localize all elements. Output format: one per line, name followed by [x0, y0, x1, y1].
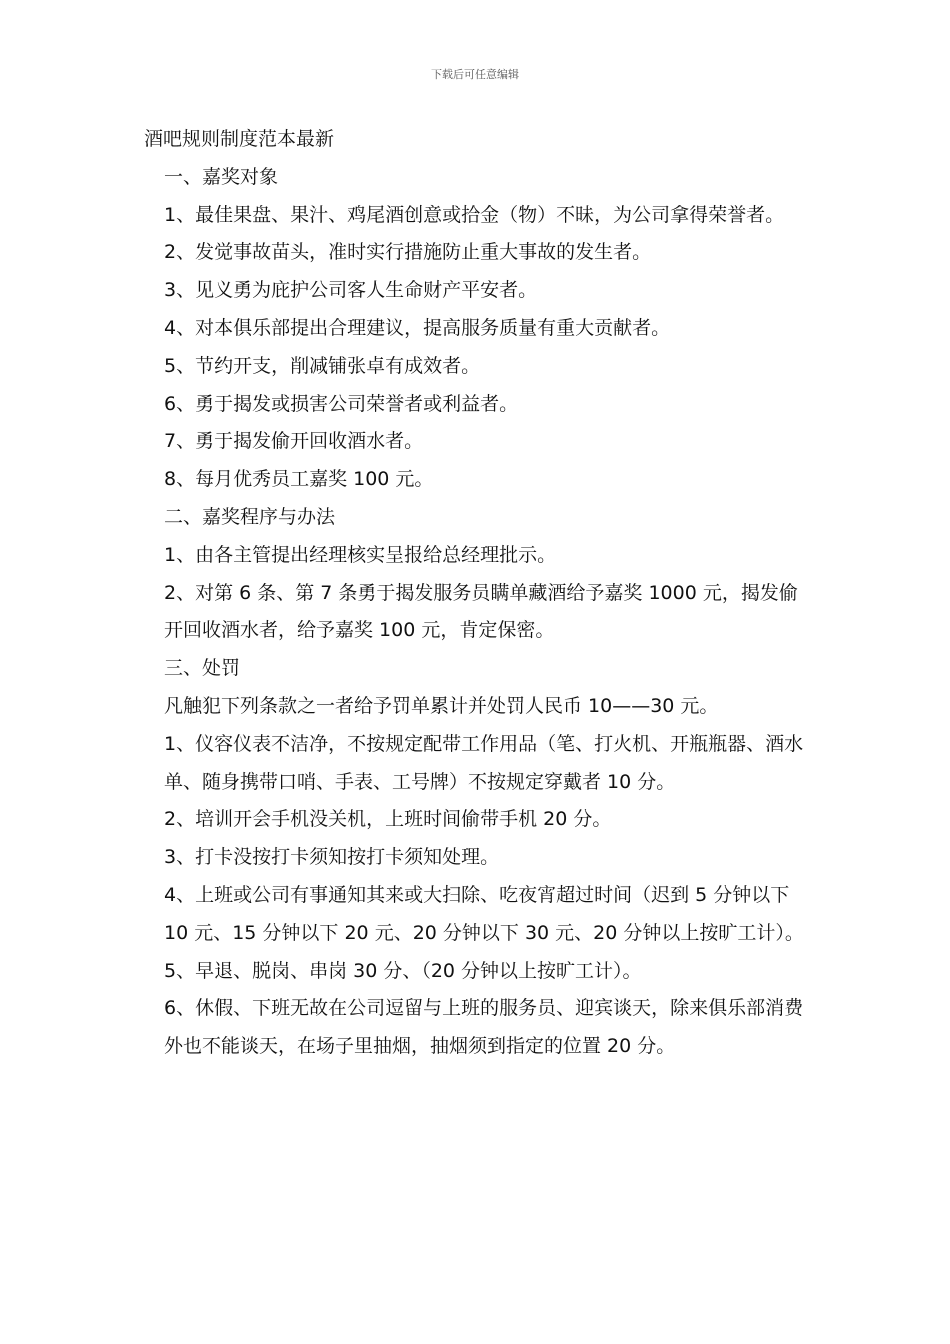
award-item-5: 5、节约开支，削减铺张卓有成效者。: [164, 354, 481, 377]
penalty-item-1: 1、仪容仪表不洁净，不按规定配带工作用品（笔、打火机、开瓶瓶器、酒水单、随身携带口哨、手表、工号牌）不按规定穿戴者 10 分。: [164, 732, 804, 793]
award-item-2: 2、发觉事故苗头，准时实行措施防止重大事故的发生者。: [164, 241, 652, 264]
section-heading-penalties: 三、处罚: [164, 657, 241, 680]
procedure-item-2: 2、对第 6 条、第 7 条勇于揭发服务员瞒单藏酒给予嘉奖 1000 元，揭发偷开回收酒水者，给予嘉奖 100 元，肯定保密。: [164, 581, 798, 642]
penalty-item-5: 5、早退、脱岗、串岗 30 分、（20 分钟以上按旷工计）。: [164, 959, 642, 982]
penalty-item-2: 2、培训开会手机没关机，上班时间偷带手机 20 分。: [164, 808, 612, 831]
penalty-item-3: 3、打卡没按打卡须知按打卡须知处理。: [164, 846, 500, 869]
section-heading-award-procedure: 二、嘉奖程序与办法: [164, 505, 336, 528]
award-item-6: 6、勇于揭发或损害公司荣誉者或利益者。: [164, 392, 519, 415]
procedure-item-1: 1、由各主管提出经理核实呈报给总经理批示。: [164, 543, 557, 566]
page-header: 下载后可任意编辑: [431, 68, 519, 81]
penalty-item-6: 6、休假、下班无故在公司逗留与上班的服务员、迎宾谈天，除来俱乐部消费外也不能谈天，在场子里抽烟，抽烟须到指定的位置 20 分。: [164, 997, 804, 1058]
penalty-item-4: 4、上班或公司有事通知其来或大扫除、吃夜宵超过时间（迟到 5 分钟以下 10 元、15 分钟以下 20 元、20 分钟以下 30 元、20 分钟以上按旷工计）。: [164, 883, 804, 944]
award-item-4: 4、对本俱乐部提出合理建议，提高服务质量有重大贡献者。: [164, 316, 671, 339]
award-item-1: 1、最佳果盘、果汁、鸡尾酒创意或拾金（物）不昧，为公司拿得荣誉者。: [164, 203, 785, 226]
section-heading-awards: 一、嘉奖对象: [164, 165, 279, 188]
award-item-3: 3、见义勇为庇护公司客人生命财产平安者。: [164, 279, 538, 302]
award-item-8: 8、每月优秀员工嘉奖 100 元。: [164, 468, 434, 491]
document-body: [144, 121, 812, 1066]
penalty-intro: 凡触犯下列条款之一者给予罚单累计并处罚人民币 10——30 元。: [164, 694, 719, 717]
award-item-7: 7、勇于揭发偷开回收酒水者。: [164, 430, 424, 453]
document-title: 酒吧规则制度范本最新: [144, 128, 335, 150]
